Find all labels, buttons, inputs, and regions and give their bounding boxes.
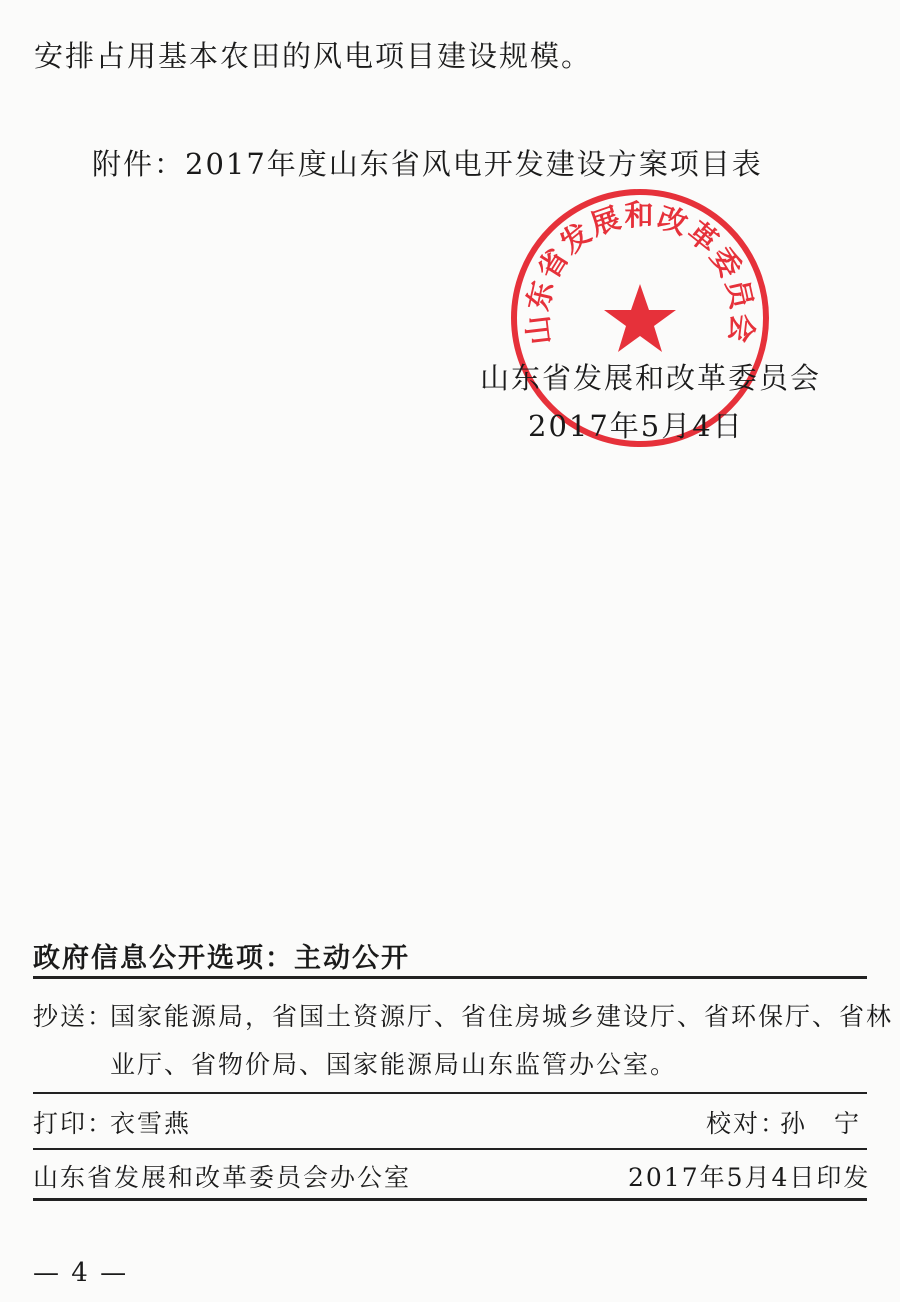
footer-rule-bottom (33, 1198, 867, 1201)
disclosure-option: 政府信息公开选项：主动公开 (33, 943, 410, 974)
issue-date: 2017年5月4日印发 (628, 1163, 871, 1192)
attachment-line: 附件：2017年度山东省风电开发建设方案项目表 (92, 147, 763, 181)
page-number: — 4 — (33, 1258, 129, 1288)
proof-name: 孙 宁 (780, 1109, 862, 1138)
signature-organization: 山东省发展和改革委员会 (480, 361, 822, 395)
print-label: 打印： (33, 1109, 115, 1138)
issuing-office: 山东省发展和改革委员会办公室 (33, 1163, 412, 1192)
cc-recipients-line1: 国家能源局，省国土资源厅、省住房城乡建设厅、省环保厅、省林 (110, 1002, 894, 1031)
body-paragraph-end: 安排占用基本农田的风电项目建设规模。 (34, 39, 593, 73)
proof-label: 校对： (706, 1109, 788, 1138)
stamp-text: 山东省发展和改革委员会 (520, 198, 760, 347)
stamp-star (604, 284, 676, 352)
footer-rule-top (33, 976, 867, 979)
footer-rule-3 (33, 1148, 867, 1150)
signature-date: 2017年5月4日 (528, 409, 744, 443)
footer-rule-2 (33, 1092, 867, 1094)
cc-recipients-line2: 业厅、省物价局、国家能源局山东监管办公室。 (110, 1050, 678, 1079)
print-name: 衣雪燕 (110, 1109, 192, 1138)
cc-label: 抄送： (33, 1002, 115, 1031)
